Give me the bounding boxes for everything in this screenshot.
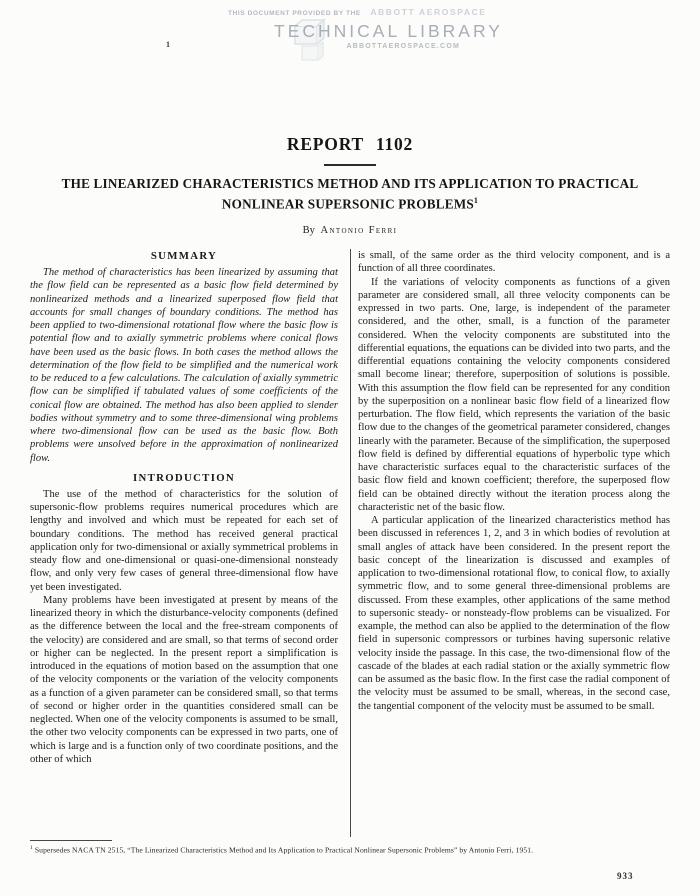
scan-artifact-mark: 1 [166, 40, 170, 49]
parameter-variation-paragraph: If the variations of velocity components as functions of a given parameter are considered small, all three velocity components can be expressed in two parts. One, large, is independent of the parameter considered, and the other, small, is a function of the parameter considered. When the velocity components are substituted into the differential equations, the equations can be divided into two parts, and the differential equations containing the velocity components considered small become linear; therefore, superposition of solutions is possible. With this assumption the flow field can be represented for any condition by the superposition on a nonlinear basic flow field of a linearized flow perturbation. The flow field, which represents the variation of the basic flow due to the changes of the geometrical parameter considered, changes linearly with the parameter. Because of the simplification, the superposed flow field is defined by differential equations of hyperbolic type which have characteristic surfaces equal to the characteristic surfaces of the basic flow field and known coefficient; therefore, the superposed flow field can be obtained directly without the iteration process along the characteristic net of the basic flow. [358, 276, 670, 513]
footnote-area [30, 840, 670, 855]
introduction-heading: INTRODUCTION [133, 471, 235, 484]
title-divider-rule [324, 164, 376, 166]
title-footnote-marker: 1 [473, 196, 479, 205]
intro-paragraph-2: Many problems have been investigated at present by means of the linearized theory in which the disturbance-velocity components (defined as the difference between the local and the free-stream components of the velocity) are considered and are small, so that terms of second order or higher can be neglected. In the present report a simplification is introduced in the equations of motion based on the assumption that one of the velocity components or the variation of the velocity components as a function of a given parameter can be considered small, so that terms of second or higher order in the quantities considered small can be neglected. When one of the velocity components is assumed to be small, the other two velocity components can be expressed in two parts, one of which is large and is a function only of two coordinate positions, and the other of which [30, 594, 338, 765]
report-number: REPORT 1102 [286, 134, 414, 154]
report-title [0, 175, 700, 212]
column-divider-rule [350, 249, 351, 837]
summary-paragraph: The method of characteristics has been linearized by assuming that the flow field can be represented as a basic flow field determined by nonlinearized methods and a linearized superposed flow field that accounts for small changes of boundary conditions. The method has been applied to two-dimensional rotational flow where the basic flow is potential flow and to axially symmetric problems where conical flows have been used as the basic flows. In both cases the method allows the determination of the flow field to be simplified and the numerical work to be reduced to a few calculations. The calculation of axially symmetric flow can be simplified if tabulated values of some coefficients of the conical flow are obtained. The method has also been applied to slender bodies without symmetry and to some three-dimensional wing problems where two-dimensional flow can be used as the basic flow. Both problems were unsolved before in the approximation of nonlinearized flow. [30, 267, 338, 464]
document-header [0, 134, 700, 236]
left-column [30, 249, 338, 837]
footnote-divider-rule [30, 840, 112, 841]
watermark-brand-text: ABBOTT AEROSPACE [370, 7, 487, 17]
report-title-line1: THE LINEARIZED CHARACTERISTICS METHOD AND ITS APPLICATION TO PRACTICAL [61, 176, 639, 191]
watermark-top-line [228, 2, 487, 20]
watermark-provided-by-text: THIS DOCUMENT PROVIDED BY THE [228, 10, 361, 17]
watermark [228, 2, 503, 50]
page-number: 933 [617, 871, 634, 881]
summary-heading: SUMMARY [150, 250, 218, 262]
article-body [30, 249, 670, 837]
intro-paragraph-1: The use of the method of characteristics for the solution of supersonic-flow problems requires numerical procedures which are lengthy and involved and which must be repeated for each set of boundary conditions. The method has received general practical application only for two-dimensional or axially symmetrical problems in steady flow and one-dimensional or quasi-one-dimensional nonsteady flow, and only very few cases of general three-dimensional flow have yet been investigated. [30, 488, 338, 593]
byline-prefix: By [302, 225, 315, 237]
right-column [358, 249, 670, 837]
watermark-library-title: TECHNICAL LIBRARY [274, 21, 503, 41]
continuation-paragraph: is small, of the same order as the third velocity component, and is a function of all three coordinates. [358, 250, 670, 275]
author-name: Antonio Ferri [320, 225, 398, 237]
byline [0, 225, 700, 236]
watermark-site-url: ABBOTTAEROSPACE.COM [346, 43, 460, 50]
applications-paragraph: A particular application of the linearized characteristics method has been discussed in references 1, 2, and 3 in which bodies of revolution at small angles of attack have been considered. In the present report the basic concept of the linearization is discussed and examples of application to two-dimensional rotational flow, to conical flow, to axially symmetric flow, and to some general three-dimensional problems are discussed. From these examples, other applications of the same method to supersonic steady- or nonsteady-flow problems can be visualized. For example, the method can also be applied to the determination of the flow field in supersonic compressors or turbines having supersonic relative velocity inside the passage. In this case, the two-dimensional flow of the cascade of the blades at each radial station or the axially symmetric flow can be assumed as the basic flow. In the first case the radial component of the velocity must be assumed to be small, whereas, in the second case, the tangential component of the velocity must be assumed to be small. [358, 515, 670, 712]
footnote [30, 844, 670, 855]
report-title-line2: NONLINEAR SUPERSONIC PROBLEMS [221, 196, 474, 212]
footnote-marker: 1 [30, 845, 33, 851]
footnote-text: Supersedes NACA TN 2515, “The Linearized Characteristics Method and Its Application to Practical Nonlinear Supersonic Problems” by Antonio Ferri, 1951. [34, 845, 534, 855]
